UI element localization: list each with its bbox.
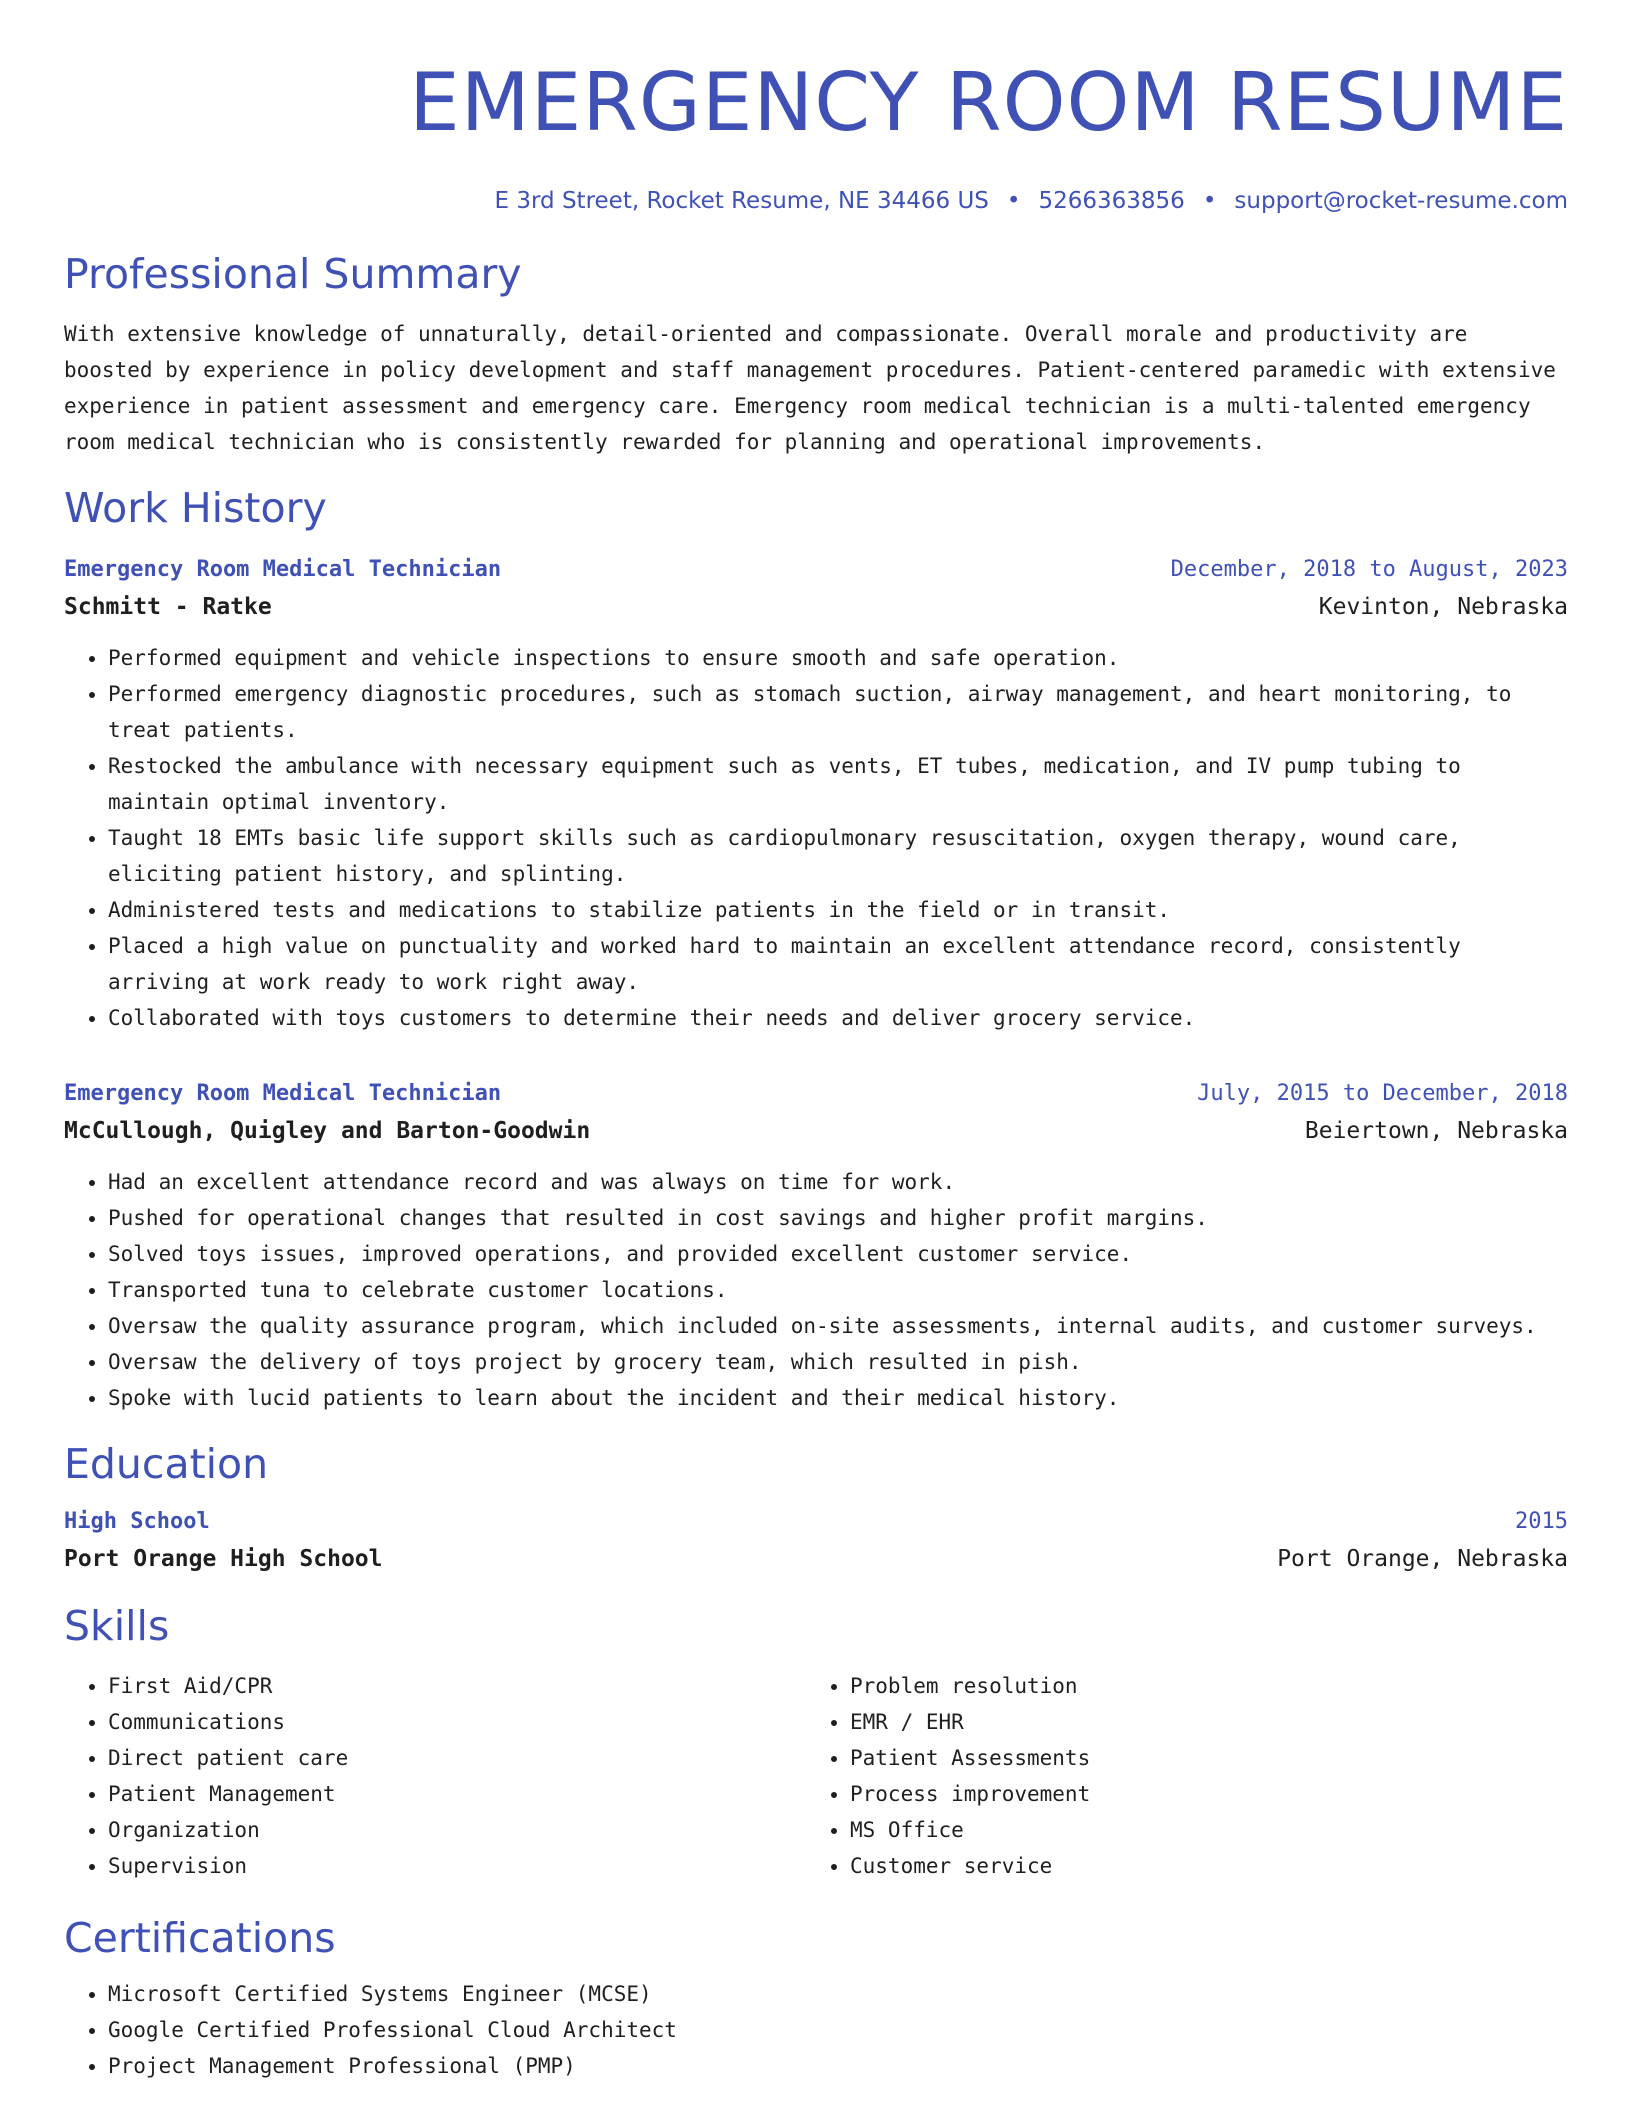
- summary-text: With extensive knowledge of unnaturally, detail-oriented and compassionate. Overall morale and productivity are boosted by experience in policy development and staff management procedures. Patient-centered paramedic with extensive experience in patient assessment and emergency care. Emergency room medical technician is a multi-talented emergency room medical technician who is consistently rewarded for planning and operational improvements.: [64, 322, 1556, 454]
- education-school: Port Orange High School: [64, 1546, 383, 1572]
- list-item: • MS Office: [850, 1812, 1548, 1848]
- list-item: • Oversaw the delivery of toys project by grocery team, which resulted in pish.: [108, 1344, 1568, 1380]
- list-item: • Oversaw the quality assurance program, which included on-site assessments, internal audits, and customer surveys.: [108, 1308, 1568, 1344]
- contact-address: E 3rd Street, Rocket Resume, NE 34466 US: [494, 188, 989, 214]
- list-item: • Patient Assessments: [850, 1740, 1548, 1776]
- job-company: Schmitt - Ratke: [64, 594, 272, 620]
- list-item: • Placed a high value on punctuality and worked hard to maintain an excellent attendance record, consistently arriving at work ready to work right away.: [108, 928, 1568, 1000]
- job-location: Kevinton, Nebraska: [1318, 594, 1568, 620]
- education-heading: Education: [64, 1440, 269, 1488]
- list-item: • Communications: [108, 1704, 806, 1740]
- job-title: Emergency Room Medical Technician: [64, 1081, 502, 1106]
- list-item: • Organization: [108, 1812, 806, 1848]
- job-location: Beiertown, Nebraska: [1304, 1118, 1568, 1144]
- list-item: • Solved toys issues, improved operations, and provided excellent customer service.: [108, 1236, 1568, 1272]
- resume-header: [64, 0, 1568, 216]
- certifications-list: [64, 1976, 1568, 2084]
- list-item: • Pushed for operational changes that resulted in cost savings and higher profit margins.: [108, 1200, 1568, 1236]
- list-item: • Collaborated with toys customers to determine their needs and deliver grocery service.: [108, 1000, 1568, 1036]
- job-dates: July, 2015 to December, 2018: [1197, 1081, 1568, 1106]
- education-year: 2015: [1515, 1509, 1568, 1534]
- list-item: • Google Certified Professional Cloud Architect: [108, 2012, 1568, 2048]
- list-item: • Patient Management: [108, 1776, 806, 1812]
- list-item: • Supervision: [108, 1848, 806, 1884]
- job-company-row: [64, 588, 1568, 626]
- job-entry: [64, 1076, 1568, 1416]
- education-header-row: [64, 1504, 1568, 1540]
- skills-grid: [64, 1668, 1568, 1884]
- job-title: Emergency Room Medical Technician: [64, 557, 502, 582]
- list-item: • Project Management Professional (PMP): [108, 2048, 1568, 2084]
- list-item: • Restocked the ambulance with necessary equipment such as vents, ET tubes, medication, and IV pump tubing to maintain optimal inventory.: [108, 748, 1568, 820]
- education-entry: [64, 1504, 1568, 1578]
- job-dates: December, 2018 to August, 2023: [1170, 557, 1568, 582]
- work-history-heading: Work History: [64, 484, 327, 532]
- skills-heading: Skills: [64, 1602, 170, 1650]
- contact-separator: •: [1202, 188, 1217, 214]
- contact-separator: •: [1006, 188, 1021, 214]
- skills-list: [64, 1668, 806, 1884]
- skills-column-left: [64, 1668, 806, 1884]
- list-item: • Administered tests and medications to stabilize patients in the field or in transit.: [108, 892, 1568, 928]
- list-item: • Spoke with lucid patients to learn about the incident and their medical history.: [108, 1380, 1568, 1416]
- skills-column-right: [806, 1668, 1548, 1884]
- education-school-row: [64, 1540, 1568, 1578]
- contact-line: [64, 186, 1568, 216]
- list-item: • Customer service: [850, 1848, 1548, 1884]
- list-item: • Direct patient care: [108, 1740, 806, 1776]
- job-entry: [64, 552, 1568, 1036]
- list-item: • Taught 18 EMTs basic life support skills such as cardiopulmonary resuscitation, oxygen therapy, wound care, eliciting patient history, and splinting.: [108, 820, 1568, 892]
- job-header-row: [64, 1076, 1568, 1112]
- list-item: • Process improvement: [850, 1776, 1548, 1812]
- job-bullets: [64, 1164, 1568, 1416]
- list-item: • Transported tuna to celebrate customer locations.: [108, 1272, 1568, 1308]
- certifications-heading: Certifications: [64, 1914, 336, 1962]
- job-bullets: [64, 640, 1568, 1036]
- list-item: • Performed equipment and vehicle inspections to ensure smooth and safe operation.: [108, 640, 1568, 676]
- job-company-row: [64, 1112, 1568, 1150]
- list-item: • EMR / EHR: [850, 1704, 1548, 1740]
- education-degree: High School: [64, 1509, 210, 1534]
- contact-email[interactable]: support@rocket-resume.com: [1234, 188, 1568, 214]
- contact-phone: 5266363856: [1038, 188, 1185, 214]
- education-location: Port Orange, Nebraska: [1277, 1546, 1568, 1572]
- job-header-row: [64, 552, 1568, 588]
- list-item: • Performed emergency diagnostic procedures, such as stomach suction, airway management, and heart monitoring, to treat patients.: [108, 676, 1568, 748]
- skills-list: [806, 1668, 1548, 1884]
- resume-name: EMERGENCY ROOM RESUME: [409, 56, 1568, 149]
- list-item: • First Aid/CPR: [108, 1668, 806, 1704]
- list-item: • Problem resolution: [850, 1668, 1548, 1704]
- summary-heading: Professional Summary: [64, 250, 522, 298]
- job-company: McCullough, Quigley and Barton-Goodwin: [64, 1118, 591, 1144]
- list-item: • Microsoft Certified Systems Engineer (MCSE): [108, 1976, 1568, 2012]
- list-item: • Had an excellent attendance record and was always on time for work.: [108, 1164, 1568, 1200]
